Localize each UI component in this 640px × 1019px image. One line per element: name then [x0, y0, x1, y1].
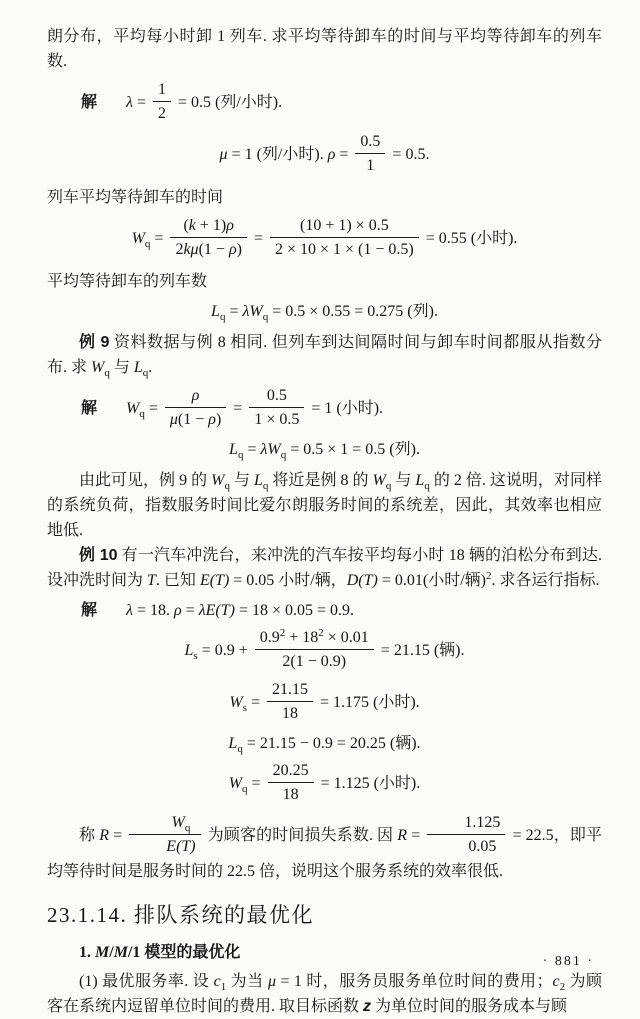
- formula-mu-rho: μ = 1 (列/小时). ρ = $\frac{0.5}{1}$ = 0.5.: [219, 133, 430, 174]
- formula-rho-example10: λ = 18. ρ = λE(T) = 18 × 0.05 = 0.9.: [126, 602, 355, 619]
- page-number: · 881 ·: [542, 954, 594, 969]
- paragraph-example10: 例 10 有一汽车冲洗台，来冲洗的汽车按平均每小时 18 辆的泊松分布到达. 设冲洗时间为 T. 已知 E(T) = 0.05 小时/辆，D(T) = 0.01(小时/辆)$^2$. 求各运行指标.: [47, 547, 602, 589]
- solution-label: 解: [81, 94, 99, 112]
- formula-wq-example9: $W_q$ = $\frac{\rho}{\mu(1 - \rho)}$ = $\frac{0.5}{1 \times 0.5}$ = 1 (小时).: [126, 387, 384, 428]
- formula-lambda: λ = $\frac{1}{2}$ = 0.5 (列/小时).: [126, 81, 283, 122]
- section-heading: 23.1.14. 排队系统的最优化: [47, 903, 314, 927]
- paragraph-loss-coefficient: 称 R = $\frac{W_q}{E(T)}$ 为顾客的时间损失系数. 因 R = $\frac{1.125}{0.05}$ = 22.5，即平均等待时间是服务时间的 22.5 倍，说明这个服务系统的效率很低.: [47, 814, 602, 880]
- subsection-heading: 1. M/M/1 模型的最优化: [79, 944, 241, 961]
- formula-lq-example10: $L_q = 21.15 - 0.9 = 20.25$ (辆).: [228, 735, 421, 755]
- formula-lq-example8: $L_q = \lambda W_q = 0.5 \times 0.55 = 0.275$ (列).: [211, 303, 438, 323]
- formula-wq9-row: [81, 387, 602, 432]
- paragraph-intro: 朗分布，平均每小时卸 1 列车. 求平均等待卸车的时间与平均等待卸车的列车数.: [47, 28, 602, 70]
- formula-wq-example10: $W_q$ = $\frac{20.25}{18}$ = 1.125 (小时).: [228, 762, 421, 803]
- label-wait-time: 列车平均等待卸车的时间: [47, 189, 224, 206]
- formula-ws-example10: $W_s$ = $\frac{21.15}{18}$ = 1.175 (小时).: [229, 681, 420, 722]
- formula-lambda-row: [81, 81, 602, 126]
- formula-rho10-row: [81, 600, 602, 622]
- solution-label: 解: [81, 400, 99, 418]
- label-wait-count: 平均等待卸车的列车数: [47, 273, 208, 290]
- formula-ls-example10: $L_s = 0.9$ + $\frac{0.9^2 + 18^2 \times 0.01}{2(1 - 0.9)}$ = 21.15 (辆).: [184, 627, 465, 670]
- paragraph-example9: 例 9 资料数据与例 8 相同. 但列车到达间隔时间与卸车时间都服从指数分布. 求 $W_q$ 与 $L_q$.: [47, 334, 602, 379]
- formula-wq-erlang: $W_q$ = $\frac{(k + 1)\rho}{2k\mu(1 - \rho)}$ = $\frac{(10 + 1) \times 0.5}{2 \times 10 \times 1 \times (1 - 0.5)}$ = 0.55 (小时).: [131, 217, 518, 258]
- paragraph-optimization: (1) 最优服务率. 设 $c_1$ 为当 μ = 1 时，服务员服务单位时间的费用；$c_2$ 为顾客在系统内逗留单位时间的费用. 取目标函数 z 为单位时间的服务成本与顾: [47, 973, 602, 1015]
- formula-lq-example9: $L_q = \lambda W_q = 0.5 \times 1 = 0.5$ (列).: [229, 441, 420, 461]
- paragraph-comparison: 由此可见，例 9 的 $W_q$ 与 $L_q$ 将近是例 8 的 $W_q$ 与 $L_q$ 的 2 倍. 这说明，对同样的系统负荷，指数服务时间比爱尔朗服务时间的系统差，因此，其效率也相应地低.: [47, 472, 602, 539]
- solution-label: 解: [81, 602, 99, 619]
